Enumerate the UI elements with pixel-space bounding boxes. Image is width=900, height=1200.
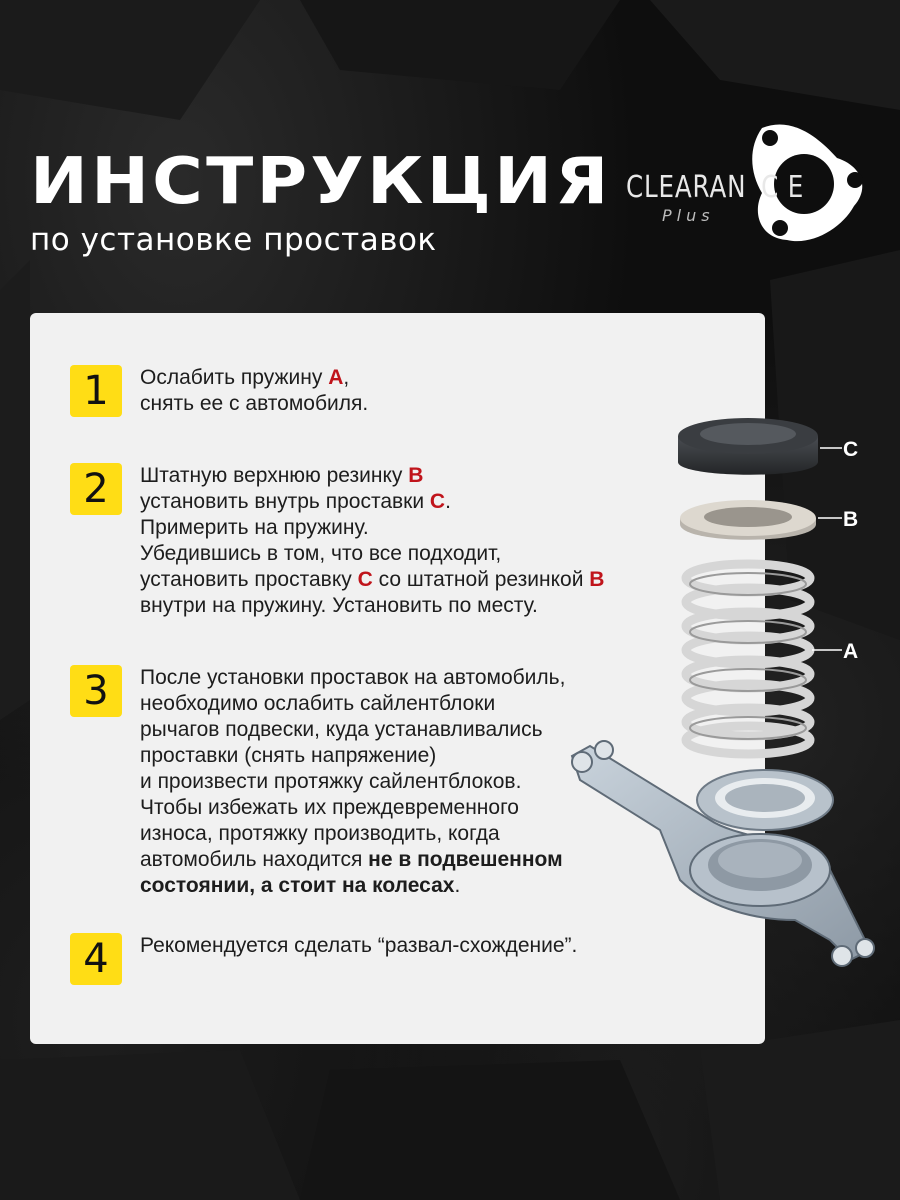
step-line — [140, 567, 604, 593]
step-line — [140, 391, 368, 417]
callout-a: А — [843, 640, 859, 663]
plain-text: рычагов подвески, куда устанавливались — [140, 718, 543, 741]
step-text — [140, 365, 368, 417]
plain-text: Убедившись в том, что все подходит, — [140, 542, 502, 565]
step-line — [140, 769, 565, 795]
step-line — [140, 365, 368, 391]
plain-text: износа, протяжку производить, когда — [140, 822, 500, 845]
plain-text: Рекомендуется сделать “развал-схождение”. — [140, 934, 578, 957]
bold-text: состоянии, а стоит на колесах — [140, 874, 455, 897]
plain-text: , — [343, 366, 350, 389]
spring-a-part — [686, 564, 810, 754]
plain-text: Примерить на пружину. — [140, 516, 369, 539]
plain-text: автомобиль находится — [140, 848, 369, 871]
step-line — [140, 665, 565, 691]
plain-text: и произвести протяжку сайлентблоков. — [140, 770, 522, 793]
step-text — [140, 665, 565, 899]
red-text: А — [328, 366, 344, 389]
plain-text: Штатную верхнюю резинку — [140, 464, 409, 487]
red-text: В — [408, 464, 424, 487]
spacer-c-part — [678, 418, 842, 475]
brand-logo — [622, 118, 872, 248]
step-number-badge: 3 — [70, 665, 122, 717]
red-text: В — [589, 568, 605, 591]
plain-text: снять ее с автомобиля. — [140, 392, 369, 415]
step-text — [140, 463, 604, 619]
bold-text: не в подвешенном — [368, 848, 563, 871]
callout-b: В — [843, 508, 859, 531]
step-line — [140, 795, 565, 821]
control-arm-part — [572, 741, 874, 966]
plain-text: установить внутрь проставки — [140, 490, 430, 513]
suspension-parts-illustration — [560, 400, 890, 990]
plain-text: необходимо ослабить сайлентблоки — [140, 692, 496, 715]
step-line — [140, 847, 565, 873]
page-subtitle: по установке проставок — [30, 222, 437, 258]
step-line — [140, 821, 565, 847]
plain-text: . — [454, 874, 461, 897]
brand-plus: Plus — [662, 206, 715, 225]
plain-text: внутри на пружину. Установить по месту. — [140, 594, 538, 617]
red-text: С — [429, 490, 446, 513]
brand-name-right: C E — [761, 170, 805, 205]
step-line — [140, 873, 565, 899]
step-line — [140, 515, 604, 541]
step-line — [140, 463, 604, 489]
brand-name-left: CLEARAN — [626, 170, 747, 205]
plain-text: проставки (снять напряжение) — [140, 744, 437, 767]
lower-seat-part — [697, 770, 833, 830]
step-number-badge: 2 — [70, 463, 122, 515]
plain-text: Чтобы избежать их преждевременного — [140, 796, 519, 819]
page-title: ИНСТРУКЦИЯ — [30, 145, 612, 219]
red-text: С — [357, 568, 373, 591]
step-line — [140, 743, 565, 769]
plain-text: . — [445, 490, 451, 513]
step-line — [140, 691, 565, 717]
plain-text: После установки проставок на автомобиль, — [140, 666, 566, 689]
callout-c: С — [843, 438, 859, 461]
step-line — [140, 593, 604, 619]
rubber-b-part — [680, 500, 842, 540]
step-number-badge: 4 — [70, 933, 122, 985]
brand-name — [626, 170, 804, 205]
header — [30, 145, 612, 258]
step-line — [140, 717, 565, 743]
plain-text: со штатной резинкой — [372, 568, 590, 591]
step-text — [140, 933, 577, 959]
step-line — [140, 489, 604, 515]
step-line — [140, 541, 604, 567]
step-line — [140, 933, 577, 959]
plain-text: Ослабить пружину — [140, 366, 329, 389]
plain-text: установить проставку — [140, 568, 358, 591]
step-number-badge: 1 — [70, 365, 122, 417]
